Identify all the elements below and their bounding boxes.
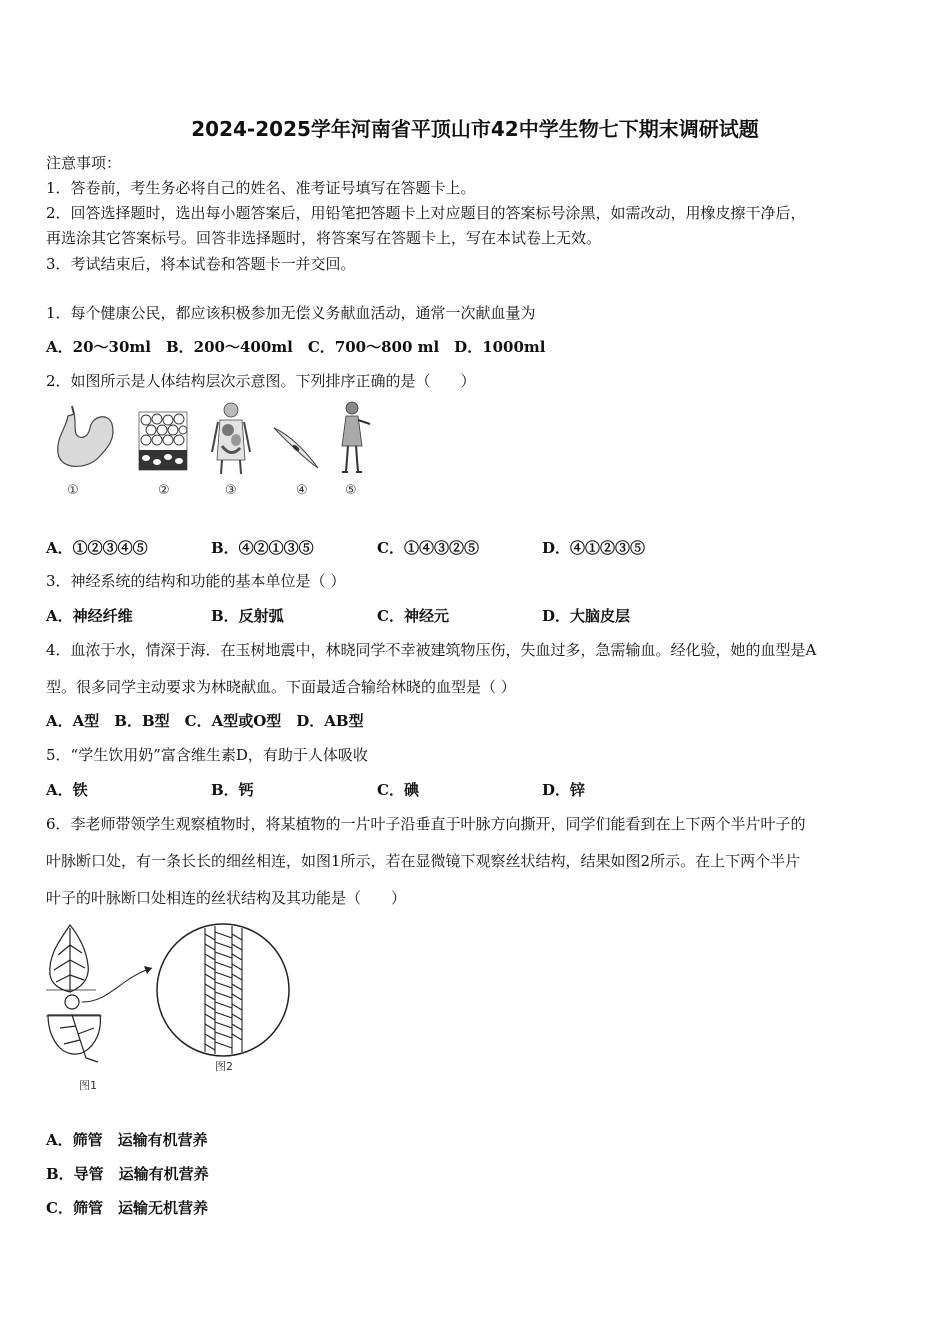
question-5-option-d: D．锌 <box>542 781 586 799</box>
vessel-magnified-icon <box>157 924 289 1056</box>
figure-2-label: 图2 <box>215 1060 233 1073</box>
human-organ-system-icon <box>212 403 250 474</box>
question-6-stem: 叶子的叶脉断口处相连的丝状结构及其功能是（ ） <box>46 889 407 907</box>
arrow-icon <box>82 968 152 1002</box>
question-4-stem: 4．血浓于水，情深于海．在玉树地震中，林晓同学不幸被建筑物压伤，失血过多，急需输血。经化验，她的血型是A <box>46 641 817 659</box>
question-2-option-a: A．①②③④⑤ <box>46 539 148 557</box>
question-6-option-c: C．筛管 运输无机营养 <box>46 1199 208 1217</box>
question-2-stem: 2．如图所示是人体结构层次示意图。下列排序正确的是（ ） <box>46 372 476 390</box>
figure-label: ⑤ <box>345 483 357 498</box>
page-title: 2024-2025学年河南省平顶山市42中学生物七下期末调研试题 <box>191 117 759 141</box>
question-2-option-b: B．④②①③⑤ <box>211 539 314 557</box>
body-structure-figure <box>46 398 376 508</box>
question-6-option-b: B．导管 运输有机营养 <box>46 1165 209 1183</box>
leaf-vein-figure <box>40 920 300 1070</box>
person-icon <box>342 402 370 472</box>
notice-item: 再选涂其它答案标号。回答非选择题时，将答案写在答题卡上，写在本试卷上无效。 <box>46 229 602 247</box>
notice-heading: 注意事项： <box>46 154 122 172</box>
question-6-stem: 叶脉断口处，有一条长长的细丝相连，如图1所示，若在显微镜下观察丝状结构，结果如图2所示。在上下两个半片 <box>46 852 801 870</box>
figure-label: ③ <box>225 483 237 498</box>
notice-item: 1．答卷前，考生务必将自己的姓名、准考证号填写在答题卡上。 <box>46 179 476 197</box>
question-4-stem: 型。很多同学主动要求为林晓献血。下面最适合输给林晓的血型是（ ） <box>46 678 516 696</box>
figure-label: ④ <box>296 483 308 498</box>
question-3-option-c: C．神经元 <box>377 607 449 625</box>
question-3-option-d: D．大脑皮层 <box>542 607 631 625</box>
figure-1-label: 图1 <box>79 1079 97 1092</box>
question-5-option-c: C．碘 <box>377 781 419 799</box>
figure-label: ① <box>67 483 79 498</box>
stomach-icon <box>58 406 113 466</box>
question-2-option-d: D．④①②③⑤ <box>542 539 646 557</box>
cell-icon <box>274 428 318 468</box>
question-6-option-a: A．筛管 运输有机营养 <box>46 1131 208 1149</box>
leaf-icon <box>46 925 96 992</box>
question-1-stem: 1．每个健康公民，都应该积极参加无偿义务献血活动，通常一次献血量为 <box>46 304 536 322</box>
tissue-icon <box>139 412 187 470</box>
leaf-icon <box>46 1015 102 1062</box>
question-4-options: A．A型 B．B型 C．A型或O型 D．AB型 <box>46 712 364 730</box>
question-5-option-a: A．铁 <box>46 781 88 799</box>
notice-item: 3．考试结束后，将本试卷和答题卡一并交回。 <box>46 255 356 273</box>
question-3-option-b: B．反射弧 <box>211 607 284 625</box>
question-3-option-a: A．神经纤维 <box>46 607 133 625</box>
notice-item: 2．回答选择题时，选出每小题答案后，用铅笔把答题卡上对应题目的答案标号涂黑，如需改动，用橡皮擦干净后， <box>46 204 806 222</box>
question-1-options: A．20～30ml B．200～400ml C．700～800 ml D．1000ml <box>46 338 546 356</box>
figure-label: ② <box>158 483 170 498</box>
question-2-option-c: C．①④③②⑤ <box>377 539 479 557</box>
question-3-stem: 3．神经系统的结构和功能的基本单位是（ ） <box>46 572 346 590</box>
question-5-option-b: B．钙 <box>211 781 254 799</box>
question-5-stem: 5．“学生饮用奶”富含维生素D，有助于人体吸收 <box>46 746 368 764</box>
question-6-stem: 6．李老师带领学生观察植物时，将某植物的一片叶子沿垂直于叶脉方向撕开，同学们能看到在上下两个半片叶子的 <box>46 815 806 833</box>
